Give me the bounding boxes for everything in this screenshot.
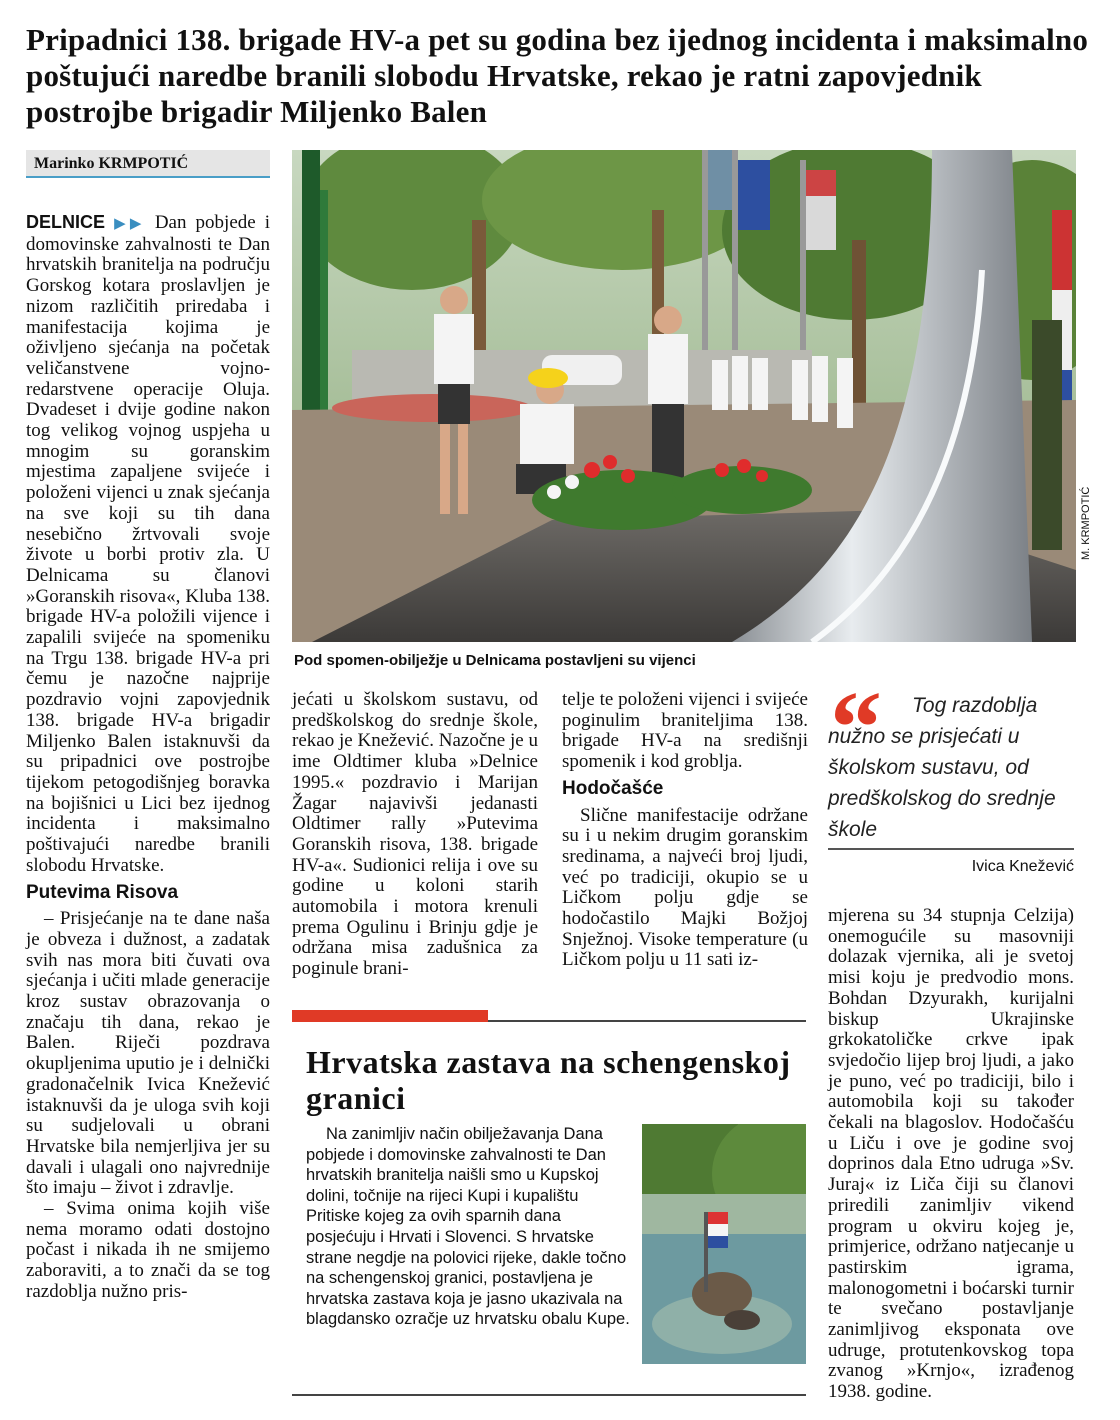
quote-marks-icon: “: [830, 670, 882, 785]
paragraph: [26, 212, 270, 877]
article-column-3: [562, 690, 808, 971]
byline: Marinko KRMPOTIĆ: [26, 150, 270, 178]
dateline-arrows-icon: ▶▶: [114, 216, 146, 232]
article-column-1: [26, 212, 270, 1303]
memorial-photo-illustration: [292, 150, 1076, 642]
paragraph: jećati u školskom sustavu, od predškolskog do srednje škole, rekao je Knežević. Nazočne je u ime Oldtimer kluba »Delnice 1995.« pozdravio i Marijan Žagar najavivši jedanasti Oldtimer rally »Putevima Goranskih risova, 138. brigade HV-a«. Sudionici relija i ove su godine u koloni starih automobila i motora krenuli prema Ogulinu i Brinju gdje je održana misa zadušnica za poginule brani-: [292, 689, 538, 980]
river-flag-photo: [642, 1124, 806, 1364]
river-photo-illustration: [642, 1124, 806, 1364]
sidebar-title: Hrvatska zastava na schengenskoj granici: [306, 1044, 791, 1116]
headline: Pripadnici 138. brigade HV-a pet su godina bez ijednog incidenta i maksimalno poštujući naredbe branili slobodu Hrvatske, rekao je ratni zapovjednik postrojbe brigadir Miljenko Balen: [26, 22, 1089, 129]
sidebar-accent-bar: [292, 1010, 488, 1022]
paragraph-text: Dan pobjede i domovinske zahvalnosti te Dan hrvatskih branitelja na području Gorskog kotara proslavljen je nizom različitih priredaba i manifestacija kojima je oživljeno sjećanja na početak veličanstvene vojno-redarstvene operacije Oluja. Dvadeset i dvije godine nakon tog velikog vojnog uspjeha u mnogim su goranskim mjestima zapaljene svijeće i položeni vijenci u znak sjećanja na sve koji su tih dana nesebično žrtvovali svoje živote u borbi protiv zla. U Delnicama su članovi »Goranskih risova«, Kluba 138. brigade HV-a položili vijence i zapalili svijeće na spomeniku na Trgu 138. brigade HV-a pri čemu je nazočne najprije pozdravio vojni zapovjednik 138. brigade HV-a brigadir Miljenko Balen istaknuvši da su pripadnici ove postrojbe tijekom petogodišnjeg boravka na bojišnici u Lici bez ijednog incidenta i maksimalno poštivajući naredbe branili slobodu Hrvatske.: [26, 212, 271, 876]
paragraph: mjerena su 34 stupnja Celzija) onemogućile su masovniji dolazak vjernika, ali je svetoj misi koju je predvodio mons. Bohdan Dzyurakh, kurijalni biskup Ukrajinske grkokatoličke crkve ipak svjedočio lijep broj ljudi, a jako je puno, već po tradiciji, bilo i automobila koji su također čekali na blagoslov. Hodočašću u Liču i ove je godine svoj doprinos dala Etno udruga »Sv. Juraj« iz Liča čiji su članovi priredili zanimljiv vikend program u okviru kojeg je, primjerice, održano natjecanje u pastirskim igrama, malonogometni i boćarski turnir te svečano postavljanje zanimljivog eksponata ove udruge, protutenkovskog topa zvanog »Krnjo«, izrađenog 1938. godine.: [828, 905, 1074, 1403]
divider: [292, 1394, 806, 1396]
sidebar-text: [306, 1124, 634, 1330]
paragraph: – Svima onima kojih više nema moramo odati dostojno počast i nikada ih ne smijemo zaboraviti, a to znači da se tog razdoblja nužno pris-: [26, 1198, 270, 1302]
photo-caption: Pod spomen-obilježje u Delnicama postavljeni su vijenci: [294, 652, 696, 669]
pull-quote: Tog razdoblja nužno se prisjećati u školskom sustavu, od predškolskog do srednje škole: [828, 694, 1056, 841]
divider: [488, 1020, 806, 1022]
subhead-hodocasce: Hodočašće: [562, 777, 664, 799]
photo-credit: M. KRMPOTIĆ: [1080, 486, 1092, 560]
subhead-putevima-risova: Putevima Risova: [26, 881, 179, 903]
main-photo: [292, 150, 1076, 642]
article-column-2: [292, 690, 538, 980]
quote-author: Ivica Knežević: [971, 858, 1074, 875]
paragraph: – Prisjećanje na te dane naša je obveza i dužnost, a zadatak svih nas mora biti čuvati ova sjećanja i učiti mlade generacije kroz sustav obrazovanja o značaju tih dana, rekao je Balen. Riječi pozdrava okupljenima uputio je i delnički gradonačelnik Ivica Knežević istaknuvši da je uloga svih koji su sudjelovali u obrani Hrvatske bila nemjerljiva jer su davali i ulagali ono najvrednije što imaju – život i zdravlje.: [26, 908, 270, 1199]
article-column-4: [828, 906, 1074, 1403]
dateline: DELNICE: [26, 212, 106, 232]
paragraph: Na zanimljiv način obilježavanja Dana pobjede i domovinske zahvalnosti te Dan hrvatskih branitelja naišli smo u Kupskoj dolini, točnije na rijeci Kupi i kupalištu Pritiske kojeg za ovih sparnih dana posjećuju i Hrvati i Slovenci. S hrvatske strane negdje na polovici rijeke, dakle točno na schengenskoj granici, postavljena je hrvatska zastava koja je jasno ukazivala na blagdansko ozračje uz hrvatsku obalu Kupe.: [306, 1125, 630, 1329]
paragraph: telje te položeni vijenci i svijeće poginulim braniteljima 138. brigade HV-a na središnji spomenik i kod groblja.: [562, 689, 808, 773]
divider: [828, 848, 1074, 850]
paragraph: Slične manifestacije održane su i u nekim drugim goranskim sredinama, a najveći broj ljudi, već po tradiciji, okupio se u Ličkom polju gdje se hodočastilo Majki Božjoj Snježnoj. Visoke temperature (u Ličkom polju u 11 sati iz-: [562, 804, 808, 971]
